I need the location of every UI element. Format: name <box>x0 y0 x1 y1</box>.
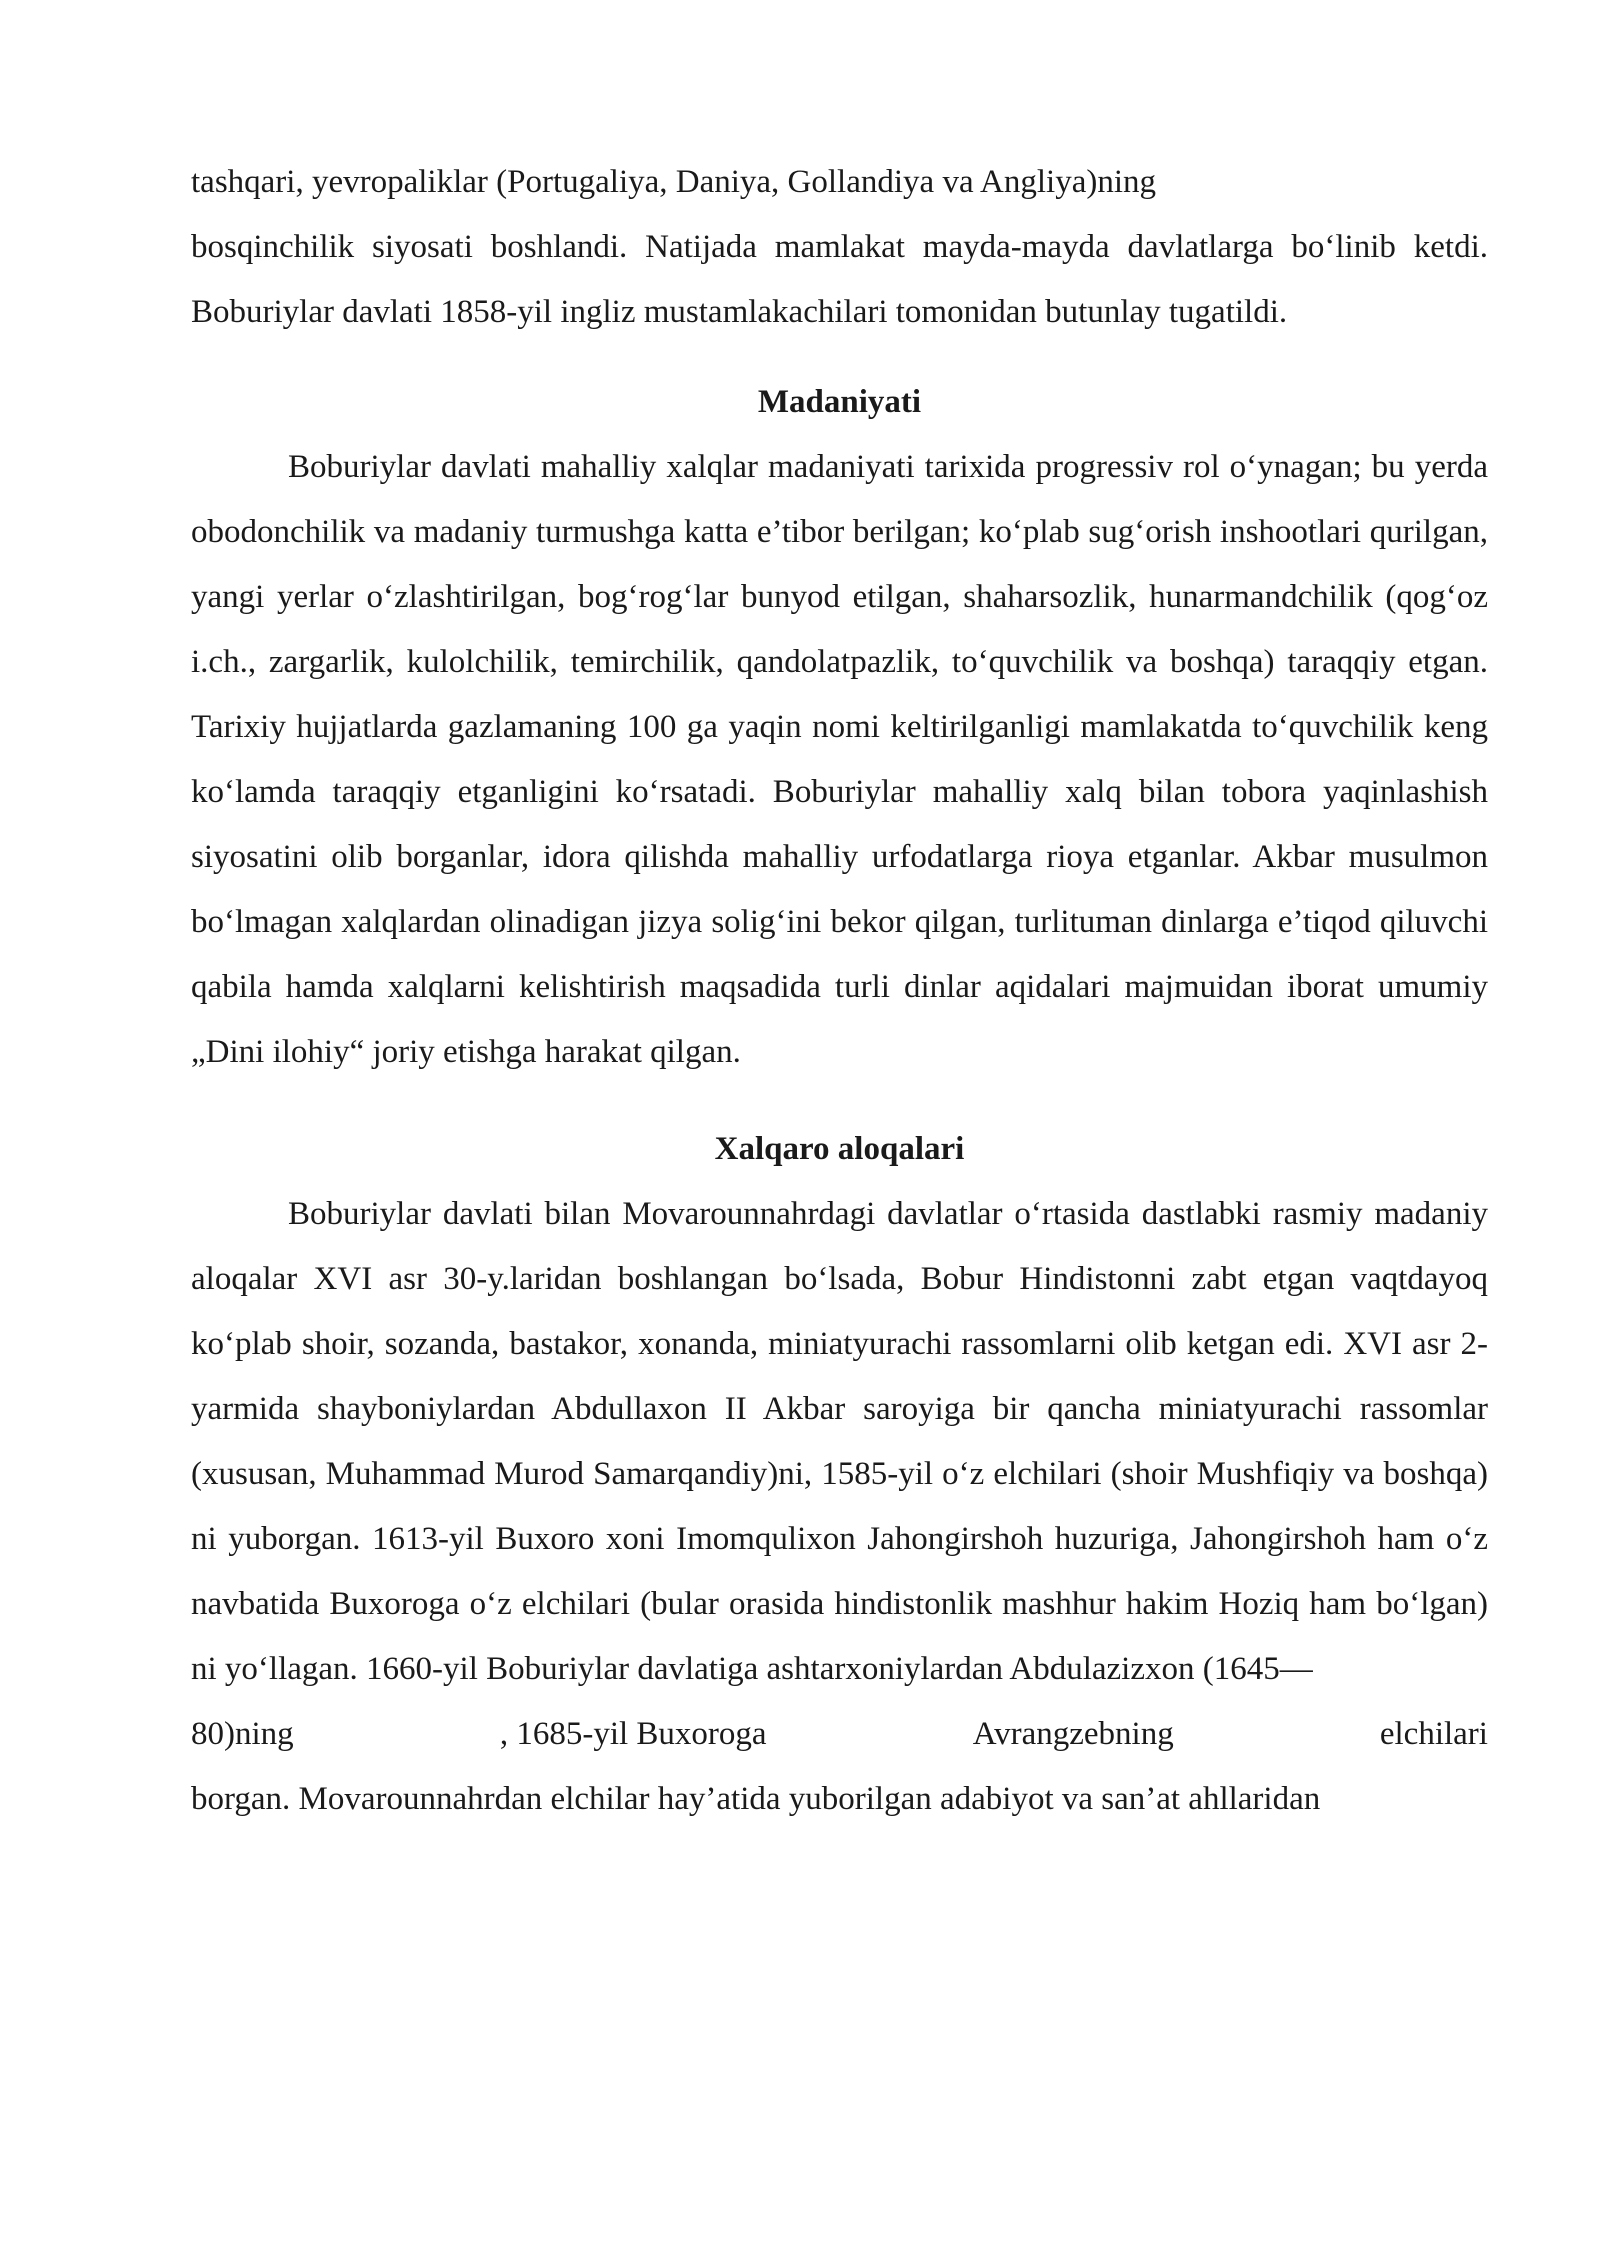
spread-text-line <box>191 1702 1488 1767</box>
section-paragraph-xalqaro-aloqalari: Boburiylar davlati bilan Movarounnahrdagi davlatlar o‘rtasida dastlabki rasmiy madaniy aloqalar XVI asr 30-y.laridan boshlangan bo‘lsada, Bobur Hindistonni zabt etgan vaqtdayoq ko‘plab shoir, sozanda, bastakor, xonanda, miniatyurachi rassomlarni olib ketgan edi. XVI asr 2-yarmida shayboniylardan Abdullaxon II Akbar saroyiga bir qancha miniatyurachi rassomlar (xususan, Muhammad Murod Samarqandiy)ni, 1585-yil o‘z elchilari (shoir Mushfiqiy va boshqa) ni yuborgan. 1613-yil Buxoro xoni Imomqulixon Jahongirshoh huzuriga, Jahongirshoh ham o‘z navbatida Buxoroga o‘z elchilari (bular orasida hindistonlik mashhur hakim Hoziq ham bo‘lgan) ni yo‘llagan. 1660-yil Boburiylar davlatiga ashtarxoniylardan Abdulazizxon (1645— <box>191 1196 1488 1687</box>
document-page <box>191 150 1488 1832</box>
spread-word: 80)ning <box>191 1716 294 1752</box>
intro-first-line: tashqari, yevropaliklar (Portugaliya, Daniya, Gollandiya va Angliya)ning <box>191 164 1156 200</box>
intro-paragraph: bosqinchilik siyosati boshlandi. Natijada mamlakat mayda-mayda davlatlarga bo‘linib ketdi. Boburiylar davlati 1858-yil ingliz mustamlakachilari tomonidan butunlay tugatildi. <box>191 229 1488 330</box>
spread-word: Avrangzebning <box>972 1716 1174 1752</box>
section-paragraph-madaniyati: Boburiylar davlati mahalliy xalqlar madaniyati tarixida progressiv rol o‘ynagan; bu yerda obodonchilik va madaniy turmushga katta e’tibor berilgan; ko‘plab sug‘orish inshootlari qurilgan, yangi yerlar o‘zlashtirilgan, bog‘rog‘lar bunyod etilgan, shaharsozlik, hunarmandchilik (qog‘oz i.ch., zargarlik, kulolchilik, temirchilik, qandolatpazlik, to‘quvchilik va boshqa) taraqqiy etgan. Tarixiy hujjatlarda gazlamaning 100 ga yaqin nomi keltirilganligi mamlakatda to‘quvchilik keng ko‘lamda taraqqiy etganligini ko‘rsatadi. Boburiylar mahalliy xalq bilan tobora yaqinlashish siyosatini olib borganlar, idora qilishda mahalliy urfodatlarga rioya etganlar. Akbar musulmon bo‘lmagan xalqlardan olinadigan jizya solig‘ini bekor qilgan, turlituman dinlarga e’tiqod qiluvchi qabila hamda xalqlarni kelishtirish maqsadida turli dinlar aqidalari majmuidan iborat umumiy „Dini ilohiy“ joriy etishga harakat qilgan. <box>191 449 1488 1070</box>
last-text-line: borgan. Movarounnahrdan elchilar hay’atida yuborilgan adabiyot va san’at ahllaridan <box>191 1781 1321 1817</box>
section-heading-madaniyati: Madaniyati <box>757 384 922 420</box>
spread-word: elchilari <box>1379 1716 1488 1752</box>
section-heading-xalqaro-aloqalari: Xalqaro aloqalari <box>714 1131 965 1167</box>
spread-word: , 1685-yil Buxoroga <box>499 1716 767 1752</box>
